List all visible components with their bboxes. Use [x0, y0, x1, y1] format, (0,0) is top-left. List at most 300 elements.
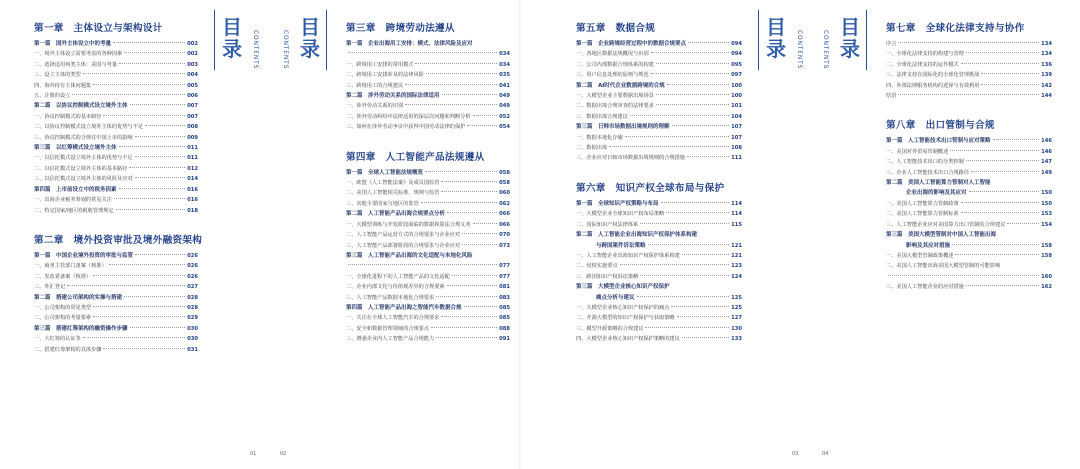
- toc-entry-title: 二、数据出境合规审查的法律要求: [576, 103, 654, 110]
- toc-part-entry[interactable]: [886, 230, 1052, 240]
- leader-dots: [656, 63, 729, 64]
- toc-entry-title: 第二篇 涉外劳动关系的国际法律适用: [346, 93, 440, 100]
- toc-page-number: 008: [187, 124, 198, 131]
- toc-page-number: 146: [1041, 148, 1052, 155]
- toc-entry-title: 二、公司架构的考量要素: [34, 315, 92, 322]
- toc-entry[interactable]: [34, 153, 198, 163]
- toc-page-number: 158: [1041, 242, 1052, 249]
- toc-entry-title: 二、人工智能产品运营方式的合规要求与企业应对: [346, 232, 461, 239]
- toc-page-number: 100: [731, 93, 742, 100]
- toc-entry[interactable]: [34, 282, 198, 292]
- leader-dots: [969, 191, 1040, 192]
- leader-dots: [971, 171, 1039, 172]
- toc-entry-title: 第四篇 上市前设立中的税务因素: [34, 186, 117, 193]
- toc-page-number: 134: [1041, 51, 1052, 58]
- toc-part-entry[interactable]: [576, 293, 742, 303]
- toc-column-1: [34, 18, 203, 355]
- toc-page-number: 028: [187, 304, 198, 311]
- toc-entry-title: 序言: [886, 41, 897, 47]
- chapter-title: 第三章 跨境劳动法遵从: [346, 23, 455, 34]
- toc-part-entry[interactable]: [346, 303, 510, 313]
- toc-part-entry[interactable]: [34, 185, 198, 195]
- toc-entry-title: 一、出海企业税务筹划的常见关注: [34, 197, 112, 204]
- leader-dots: [425, 171, 497, 172]
- toc-entry-title: 二、涉外劳动纠纷中法律适用的深层次问题和判断分析: [346, 113, 471, 120]
- toc-entry[interactable]: [886, 60, 1052, 70]
- toc-entry-title: 一、跨境用工安排的常用模式: [346, 61, 414, 68]
- toc-page-number: 011: [187, 155, 198, 162]
- leader-dots: [113, 42, 185, 43]
- toc-page-number: 016: [187, 186, 198, 193]
- toc-entry-title: 一、境外主体设立需要考虑的各种因素: [34, 51, 123, 58]
- toc-entry[interactable]: [886, 39, 1052, 49]
- toc-entry-title: 一、数据本地化存储: [576, 134, 623, 141]
- toc-entry-title: 一、大模型企业主要数据出境场景: [576, 93, 654, 100]
- page-number: 04: [822, 451, 829, 457]
- divider-rule: [326, 10, 327, 70]
- toc-entry-title: 第二篇 搭建公司架构的实操与搭建: [34, 294, 123, 301]
- toc-page-number: 070: [499, 232, 510, 239]
- toc-entry-title: 一、大红筹的认证等: [34, 336, 81, 343]
- toc-entry-title: 一、全球化进程下的人工智能产品的文化适配: [346, 273, 450, 280]
- toc-entry-title: 二、美国人工智能出海美国大模型管制的可能影响: [886, 263, 1001, 270]
- toc-page-number: 029: [187, 315, 198, 322]
- leader-dots: [950, 150, 1039, 151]
- leader-dots: [648, 244, 730, 245]
- toc-part-entry[interactable]: [346, 209, 510, 219]
- toc-page-number: 077: [499, 263, 510, 270]
- page-fold: [518, 0, 522, 469]
- toc-entry-title: 二、国际知识产权法律体系: [576, 221, 639, 228]
- toc-entry-title: 一、人工智能企业出海知识产权保护体系构建: [576, 252, 680, 259]
- toc-page-number: 011: [187, 145, 198, 152]
- toc-page-number: 104: [731, 113, 742, 120]
- toc-entry[interactable]: [34, 174, 198, 184]
- toc-entry[interactable]: [34, 313, 198, 323]
- toc-entry[interactable]: [886, 157, 1052, 167]
- chapter-title: 第八章 出口管制与合规: [886, 120, 995, 132]
- toc-part-entry[interactable]: [886, 241, 1052, 251]
- leader-dots: [421, 202, 498, 203]
- toc-part-entry[interactable]: [576, 199, 742, 209]
- toc-page-number: 028: [187, 294, 198, 301]
- toc-entry[interactable]: [886, 147, 1052, 157]
- toc-column-4: [886, 18, 1052, 293]
- divider-rule: [866, 10, 867, 70]
- toc-entry[interactable]: [886, 220, 1052, 230]
- toc-entry[interactable]: [34, 206, 198, 216]
- leader-dots: [1007, 223, 1039, 224]
- toc-entry[interactable]: [34, 334, 198, 344]
- toc-page-number: 114: [731, 211, 742, 218]
- toc-page-number: 062: [499, 200, 510, 207]
- toc-page-number: 100: [731, 82, 742, 89]
- leader-dots: [67, 285, 185, 286]
- toc-entry[interactable]: [576, 261, 742, 271]
- leader-dots: [955, 254, 1039, 255]
- toc-entry-title: 第二篇 AI时代企业数据跨境的合规: [576, 82, 665, 89]
- toc-entry[interactable]: [576, 324, 742, 334]
- toc-page-number: 154: [1041, 221, 1052, 228]
- toc-entry[interactable]: [34, 81, 198, 91]
- toc-page-number: 077: [499, 273, 510, 280]
- toc-entry[interactable]: [886, 261, 1052, 271]
- toc-page-number: 049: [499, 103, 510, 110]
- toc-entry-title: 一、涉外劳动关系的识别: [346, 103, 404, 110]
- toc-heading-mirror: 目录: [840, 15, 860, 61]
- toc-entry[interactable]: [886, 91, 1052, 101]
- toc-entry-title: 第一篇 国外主体设立中的考量: [34, 41, 112, 47]
- toc-part-entry[interactable]: [34, 39, 198, 49]
- toc-entry-title: 第一篇 人工智能技术出口管制与应对策略: [886, 138, 991, 145]
- toc-part-entry[interactable]: [886, 136, 1052, 146]
- toc-part-entry[interactable]: [576, 122, 742, 132]
- toc-entry[interactable]: [346, 178, 510, 188]
- toc-entry[interactable]: [346, 282, 510, 292]
- toc-page-number: 085: [499, 304, 510, 311]
- toc-page-number: 006: [187, 93, 198, 100]
- toc-entry[interactable]: [346, 60, 510, 70]
- toc-part-entry[interactable]: [34, 324, 198, 334]
- toc-page-number: 081: [499, 284, 510, 291]
- toc-entry[interactable]: [346, 272, 510, 282]
- toc-page-number: 060: [499, 190, 510, 197]
- toc-page-number: 097: [731, 72, 742, 79]
- leader-dots: [83, 337, 185, 338]
- toc-entry[interactable]: [576, 220, 742, 230]
- toc-page-number: 030: [187, 336, 198, 343]
- toc-entry[interactable]: [346, 220, 510, 230]
- toc-entry-title: 三、外汇登记: [34, 284, 66, 291]
- toc-part-entry[interactable]: [346, 91, 510, 101]
- toc-page-number: 004: [187, 72, 198, 79]
- toc-part-entry[interactable]: [576, 282, 742, 292]
- toc-page-number: 027: [187, 284, 198, 291]
- leader-dots: [651, 52, 730, 53]
- leader-dots: [687, 156, 729, 157]
- toc-entry[interactable]: [886, 81, 1052, 91]
- leader-dots: [666, 212, 729, 213]
- leader-dots: [441, 191, 497, 192]
- toc-entry[interactable]: [34, 164, 198, 174]
- toc-part-entry[interactable]: [576, 81, 742, 91]
- toc-page-number: 026: [187, 273, 198, 280]
- toc-entry[interactable]: [34, 49, 198, 59]
- toc-page-number: 121: [731, 242, 742, 249]
- leader-dots: [961, 212, 1040, 213]
- toc-page-number: 034: [499, 51, 510, 58]
- toc-entry[interactable]: [346, 313, 510, 323]
- toc-page-number: 139: [1041, 72, 1052, 79]
- leader-dots: [415, 63, 497, 64]
- leader-dots: [473, 223, 498, 224]
- toc-entry-title: 三、跨境用工的合规建议: [346, 82, 404, 89]
- page-number: 02: [280, 451, 287, 457]
- chapter-title: 第五章 数据合规: [576, 23, 656, 34]
- leader-dots: [83, 73, 185, 74]
- chapter-title: 第一章 主体设立与架构设计: [34, 23, 163, 34]
- toc-entry-title: 一、大模型训练与开发阶段面临的数据和算法合规义务: [346, 221, 471, 228]
- toc-part-entry[interactable]: [576, 230, 742, 240]
- toc-entry-title: 三、跨国知识产权诉讼策略: [576, 273, 639, 280]
- leader-dots: [426, 73, 497, 74]
- divider-rule: [214, 10, 215, 70]
- leader-dots: [135, 177, 186, 178]
- toc-entry[interactable]: [346, 112, 510, 122]
- toc-entry-title: 二、侵权实施要点: [576, 263, 618, 270]
- leader-dots: [103, 348, 185, 349]
- leader-dots: [656, 104, 729, 105]
- toc-page-number: 144: [1041, 93, 1052, 100]
- toc-entry[interactable]: [886, 209, 1052, 219]
- toc-page-number: 094: [731, 51, 742, 58]
- toc-entry[interactable]: [576, 101, 742, 111]
- toc-entry[interactable]: [34, 133, 198, 143]
- toc-entry-title: 第三篇 搭建红筹架构的融资操作步骤: [34, 325, 128, 332]
- toc-entry-title: 第三篇 大模型企业核心知识产权保护: [576, 284, 670, 291]
- toc-part-entry[interactable]: [34, 143, 198, 153]
- toc-entry-title: 二、以协议控制模式设立境外主体的优势与不足: [34, 124, 143, 131]
- toc-page-number: 085: [499, 315, 510, 322]
- leader-dots: [119, 188, 186, 189]
- toc-column-3: [576, 18, 742, 345]
- toc-entry-title: 第一篇 企业跨境经营过程中的数据合规要点: [576, 41, 687, 47]
- toc-entry-title: 一、欧盟《人工智能法案》及成员国监管: [346, 180, 440, 187]
- toc-entry[interactable]: [346, 188, 510, 198]
- toc-page-number: 146: [1041, 138, 1052, 145]
- toc-column-2: [346, 18, 510, 345]
- toc-part-entry[interactable]: [34, 251, 198, 261]
- toc-entry-title: 一、美国大模型管制政策概述: [886, 252, 954, 259]
- toc-entry[interactable]: [576, 334, 742, 344]
- toc-page-number: 049: [499, 93, 510, 100]
- toc-entry-title: 二、数据出境: [576, 145, 608, 152]
- right-page-spread: [546, 0, 1080, 440]
- leader-dots: [888, 275, 1039, 276]
- toc-entry-title: 一、各地区数据法规概况与识别: [576, 51, 649, 58]
- toc-entry[interactable]: [576, 49, 742, 59]
- toc-entry-title: 第四篇 人工智能产品出海之智能汽车数据合规: [346, 304, 462, 311]
- leader-dots: [135, 136, 186, 137]
- toc-page-number: 014: [187, 176, 198, 183]
- toc-entry-title: 二、企业内部文化与价值观差异的合规要素: [346, 284, 445, 291]
- toc-entry-title: 第二篇 美国人工智能算力管制对人工智能: [886, 180, 991, 187]
- toc-page-number: 002: [187, 41, 198, 47]
- toc-page-number: 162: [1041, 284, 1052, 291]
- page-number: 03: [792, 451, 799, 457]
- toc-entry-title: 二、安全和数据管理领域的合规要点: [346, 325, 430, 332]
- toc-entry[interactable]: [34, 112, 198, 122]
- toc-page-number: 101: [731, 103, 742, 110]
- toc-entry[interactable]: [576, 133, 742, 143]
- toc-entry-title: 三、模型开源策略的合规建议: [576, 325, 644, 332]
- toc-entry-title: 二、搭建红筹架构的具体步骤: [34, 346, 102, 353]
- toc-part-entry[interactable]: [346, 49, 510, 59]
- toc-entry-title: 二、特定国家/地区的税收管理规定: [34, 207, 114, 214]
- toc-part-entry[interactable]: [34, 101, 198, 111]
- toc-page-number: 018: [187, 207, 198, 214]
- toc-heading-mirror: 目录: [300, 15, 320, 61]
- toc-page-number: 147: [1041, 159, 1052, 166]
- toc-entry-title: 三、其他主要国家与地区的监管: [346, 200, 419, 207]
- toc-entry[interactable]: [886, 282, 1052, 292]
- leader-dots: [441, 181, 497, 182]
- toc-page-number: 114: [731, 200, 742, 207]
- toc-entry-title: 影响及其应对措施: [906, 242, 951, 249]
- leader-dots: [640, 223, 729, 224]
- toc-entry[interactable]: [34, 261, 198, 271]
- toc-entry[interactable]: [346, 230, 510, 240]
- toc-entry-title: 第一篇 全球人工智能法规概览: [346, 169, 424, 176]
- toc-entry[interactable]: [576, 153, 742, 163]
- toc-page-number: 054: [499, 124, 510, 131]
- toc-entry[interactable]: [576, 251, 742, 261]
- leader-dots: [661, 202, 730, 203]
- toc-page-number: 005: [187, 82, 198, 89]
- toc-entry-title: 第三篇 以红筹模式设立境外主体: [34, 145, 117, 152]
- toc-entry[interactable]: [576, 143, 742, 153]
- leader-dots: [981, 84, 1039, 85]
- toc-entry[interactable]: [886, 272, 1052, 282]
- toc-page-number: 121: [731, 252, 742, 259]
- toc-entry-title: 一、大模型企业全球知识产权布局策略: [576, 211, 665, 218]
- toc-entry-title: 第三篇 美国大模型管制对中国人工智能出海: [886, 232, 997, 239]
- toc-part-entry[interactable]: [346, 168, 510, 178]
- leader-dots: [129, 167, 185, 168]
- toc-entry-title: 三、数据出境合规建议: [576, 113, 628, 120]
- page-number: 01: [250, 451, 257, 457]
- leader-dots: [135, 156, 186, 157]
- leader-dots: [667, 84, 729, 85]
- toc-page-number: 091: [499, 336, 510, 343]
- leader-dots: [966, 52, 1039, 53]
- toc-entry[interactable]: [576, 112, 742, 122]
- toc-entry-title: 二、公司内部数据合规体系的构建: [576, 61, 654, 68]
- toc-entry[interactable]: [576, 60, 742, 70]
- toc-entry[interactable]: [886, 199, 1052, 209]
- toc-page-number: 095: [731, 61, 742, 68]
- toc-entry[interactable]: [346, 70, 510, 80]
- toc-page-number: 083: [499, 294, 510, 301]
- toc-page-number: 007: [187, 113, 198, 120]
- toc-page-number: 016: [187, 197, 198, 204]
- leader-dots: [952, 244, 1039, 245]
- toc-entry[interactable]: [576, 91, 742, 101]
- toc-entry[interactable]: [576, 313, 742, 323]
- toc-page-number: 058: [499, 169, 510, 176]
- toc-entry[interactable]: [34, 345, 198, 355]
- leader-dots: [130, 104, 186, 105]
- leader-dots: [135, 254, 185, 255]
- toc-page-number: 142: [1041, 82, 1052, 89]
- toc-entry-title: 二、开源大模型的知识产权保护与获取策略: [576, 315, 675, 322]
- toc-page-number: 066: [499, 211, 510, 218]
- toc-page-number: 111: [731, 155, 742, 162]
- toc-entry[interactable]: [346, 293, 510, 303]
- leader-dots: [630, 115, 729, 116]
- toc-part-entry[interactable]: [346, 251, 510, 261]
- toc-entry[interactable]: [576, 70, 742, 80]
- toc-part-entry[interactable]: [886, 188, 1052, 198]
- toc-entry[interactable]: [886, 251, 1052, 261]
- toc-entry-title: 三、人工智能企业应对美国算力出口管制的合规建议: [886, 221, 1006, 228]
- toc-entry-title: 一、商务主管部门备案（核准）: [34, 263, 107, 270]
- toc-entry[interactable]: [34, 122, 198, 132]
- leader-dots: [441, 316, 497, 317]
- toc-part-entry[interactable]: [576, 241, 742, 251]
- toc-entry[interactable]: [346, 241, 510, 251]
- toc-part-entry[interactable]: [34, 293, 198, 303]
- toc-entry-title: 四、海外持有主体问题集: [34, 82, 92, 89]
- leader-dots: [966, 285, 1039, 286]
- toc-entry-title: 第二篇 人工智能产品出海合规要点分析: [346, 211, 446, 218]
- leader-dots: [682, 337, 729, 338]
- toc-entry-title: 三、法律支持在国际化的全球化管理挑战: [886, 72, 980, 79]
- toc-entry[interactable]: [346, 81, 510, 91]
- toc-entry[interactable]: [346, 101, 510, 111]
- toc-entry-title: 第二篇 人工智能企业出海知识产权保护体系构建: [576, 232, 698, 239]
- leader-dots: [103, 115, 185, 116]
- leader-dots: [688, 42, 729, 43]
- toc-entry-title: 二、美国人工智能相关标准、规则与监管: [346, 190, 440, 197]
- toc-page-number: 026: [187, 263, 198, 270]
- leader-dots: [467, 125, 497, 126]
- toc-entry-title: 第一篇 中国企业境外投资的审批与监管: [34, 252, 134, 259]
- leader-dots: [119, 146, 186, 147]
- toc-entry-title: 三、企业人工智能技术出口合规路径: [886, 169, 970, 176]
- leader-dots: [114, 198, 185, 199]
- leader-dots: [473, 115, 498, 116]
- toc-entry[interactable]: [346, 199, 510, 209]
- toc-entry-title: 第一篇 全球知识产权策略与布局: [576, 200, 659, 207]
- leader-dots: [464, 306, 498, 307]
- toc-entry[interactable]: [886, 70, 1052, 80]
- leader-dots: [447, 285, 498, 286]
- toc-part-entry[interactable]: [576, 39, 742, 49]
- toc-entry[interactable]: [346, 122, 510, 132]
- toc-entry[interactable]: [886, 168, 1052, 178]
- toc-page-number: 158: [1041, 252, 1052, 259]
- toc-part-entry[interactable]: [886, 178, 1052, 188]
- toc-entry[interactable]: [576, 303, 742, 313]
- leader-dots: [124, 296, 185, 297]
- toc-entry[interactable]: [886, 49, 1052, 59]
- toc-entry[interactable]: [34, 91, 198, 101]
- toc-entry[interactable]: [346, 324, 510, 334]
- toc-entry[interactable]: [346, 334, 510, 344]
- toc-entry[interactable]: [34, 70, 198, 80]
- toc-entry[interactable]: [34, 60, 198, 70]
- leader-dots: [93, 306, 185, 307]
- leader-dots: [442, 94, 498, 95]
- toc-entry[interactable]: [34, 272, 198, 282]
- toc-part-entry[interactable]: [346, 39, 510, 49]
- leader-dots: [72, 94, 185, 95]
- leader-dots: [640, 275, 729, 276]
- toc-entry[interactable]: [34, 195, 198, 205]
- toc-entry-title: 二、全球化法律支持的运作模式: [886, 61, 959, 68]
- toc-entry-title: 三、企业应对日韩市场数据出境规则的合规措施: [576, 155, 685, 162]
- chapter-title: 第六章 知识产权全球布局与保护: [576, 182, 725, 194]
- toc-page-number: 124: [731, 273, 742, 280]
- toc-entry[interactable]: [576, 209, 742, 219]
- toc-part-entry[interactable]: [346, 261, 510, 271]
- leader-dots: [898, 42, 1039, 43]
- toc-entry[interactable]: [34, 303, 198, 313]
- divider-rule: [758, 10, 759, 70]
- toc-entry[interactable]: [576, 272, 742, 282]
- leader-dots: [124, 52, 185, 53]
